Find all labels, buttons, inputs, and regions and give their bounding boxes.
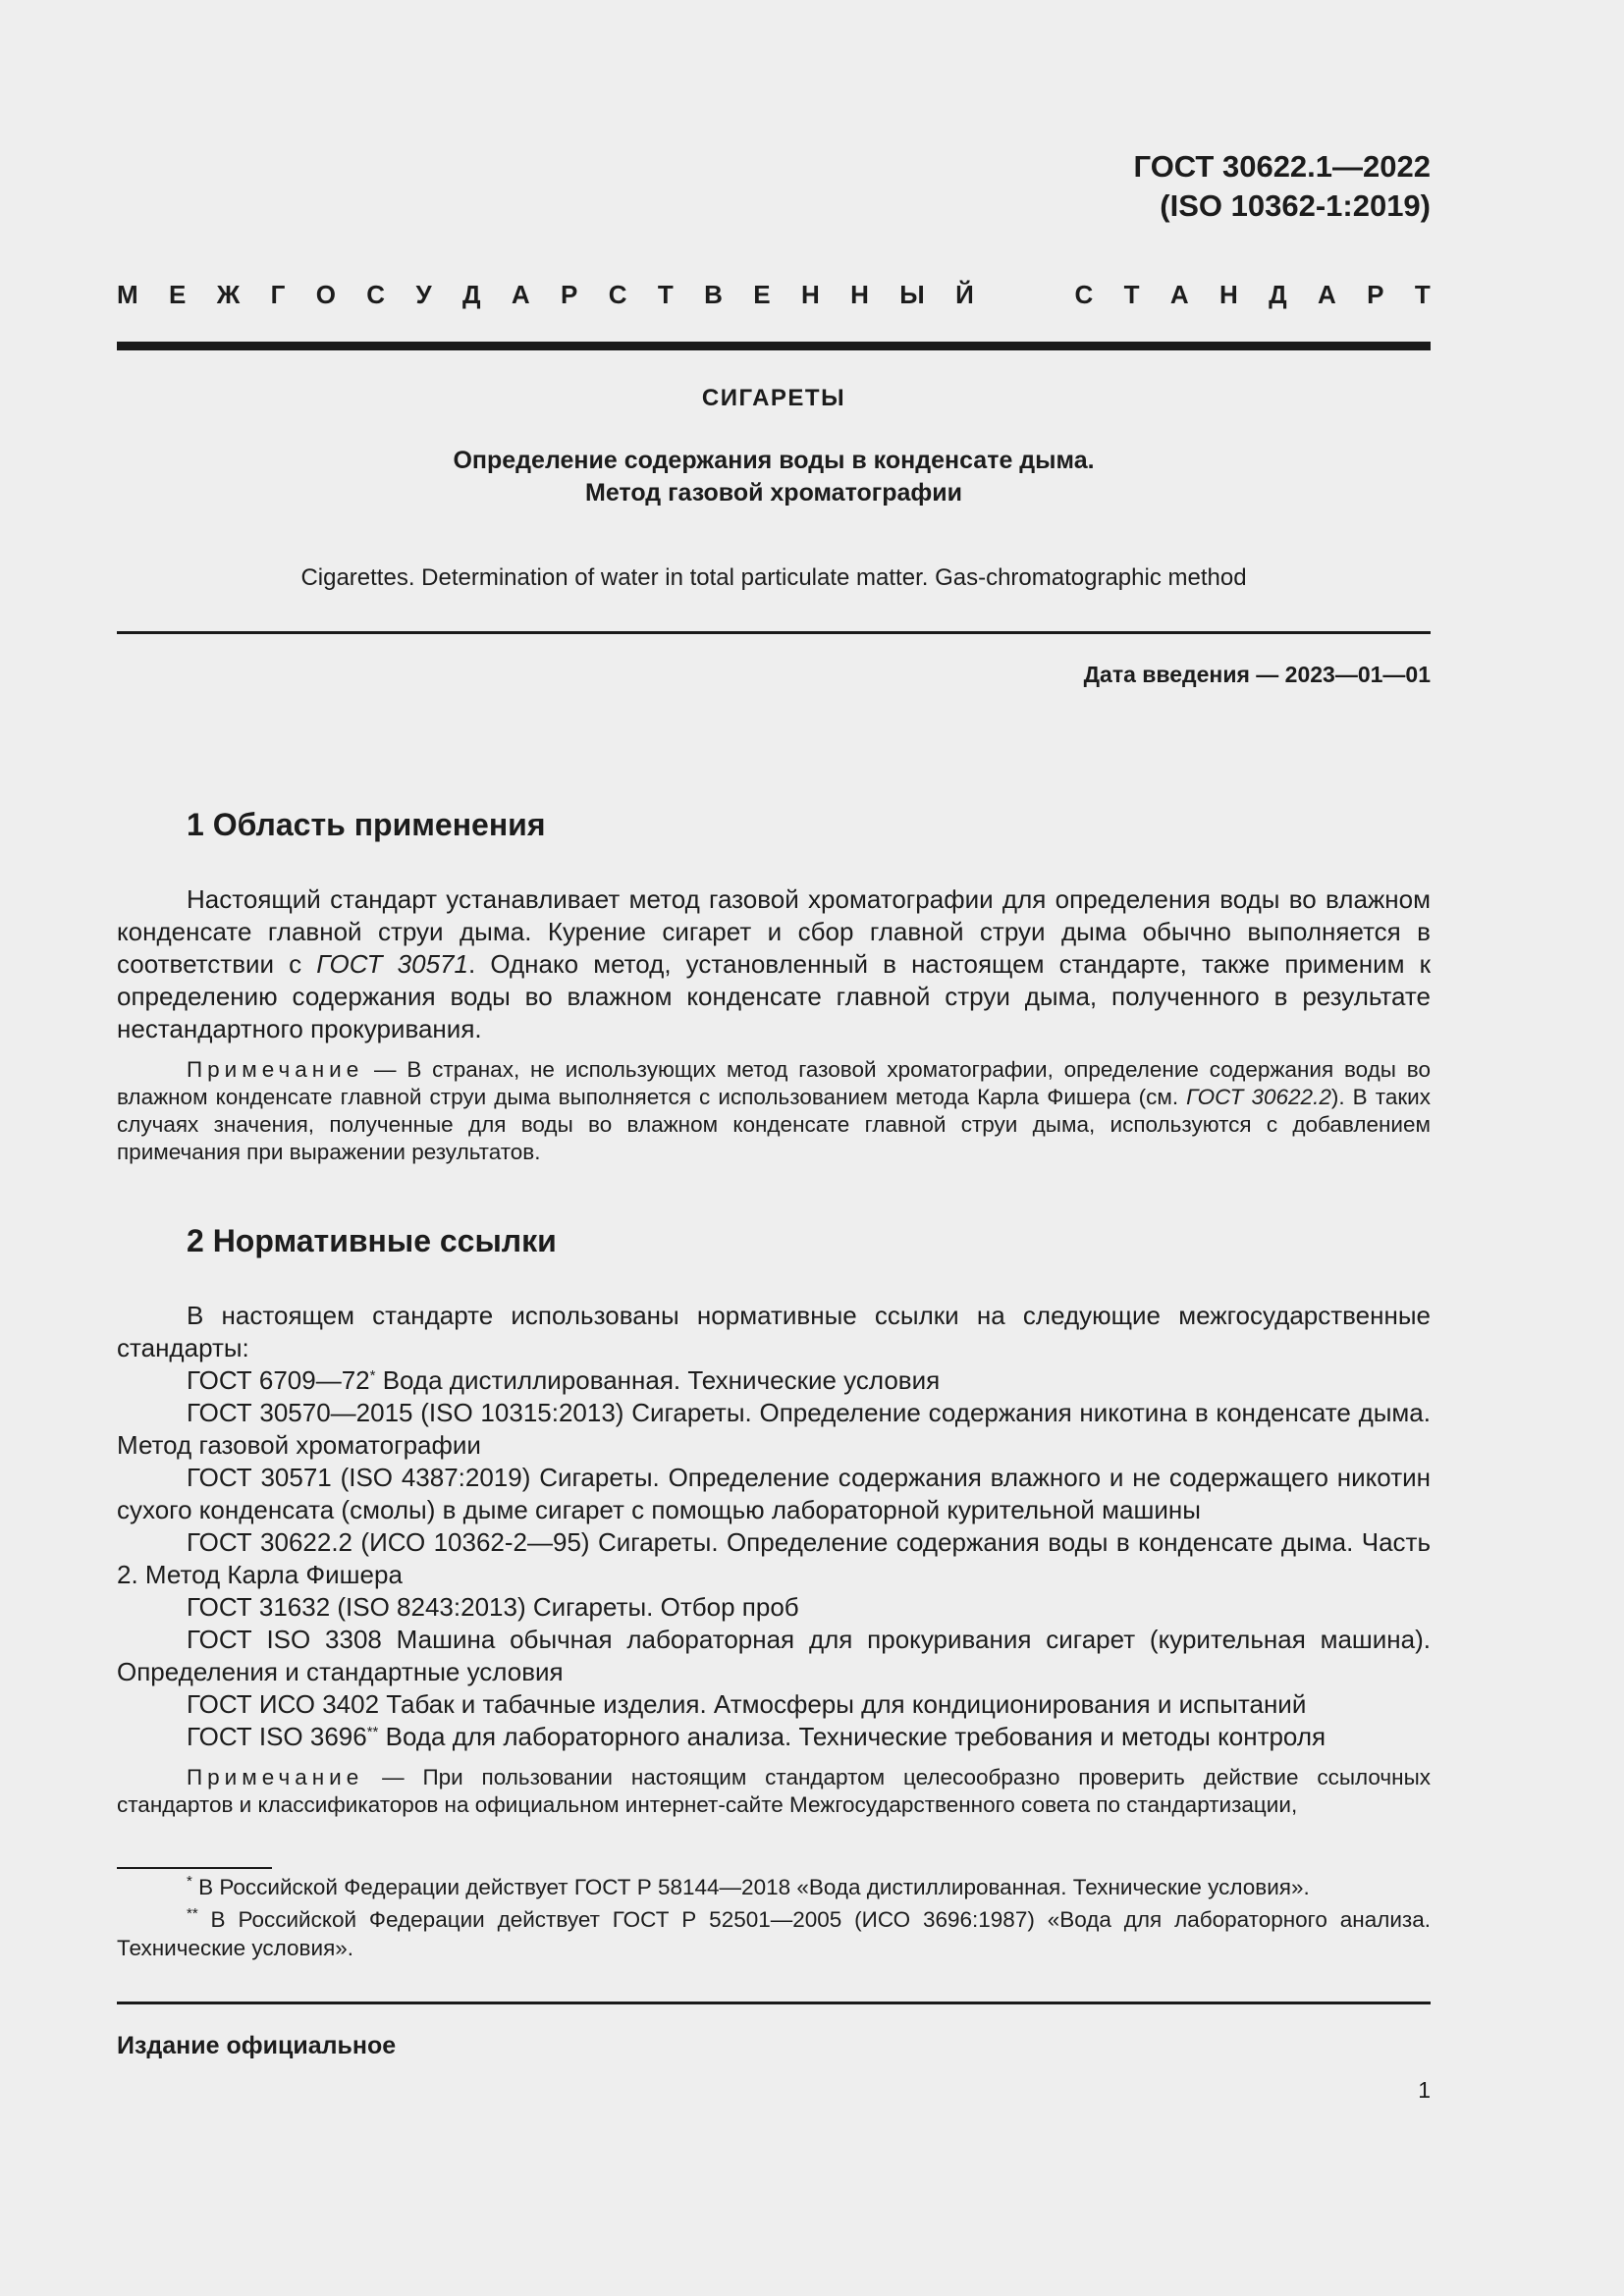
references-note: Примечание — При пользовании настоящим стандартом целесообразно проверить действие ссылочных стандартов и классификаторов на официальном интернет-сайте Межгосударственного совета по стандартизации, [117,1765,1431,1817]
footnote-separator [117,1867,272,1869]
reference-link: ГОСТ 30622.2 [1186,1085,1331,1109]
kind-letter: М [117,280,138,309]
kind-letter: У [415,280,432,309]
section-normative-references [117,1221,1431,1819]
kind-letter: Т [657,280,674,309]
kind-letter: Й [955,280,974,309]
note-label: Примечание [187,1765,364,1789]
document-title: СИГАРЕТЫ [701,385,846,411]
reference-item: ГОСТ ИСО 3402 Табак и табачные изделия. Атмосферы для кондиционирования и испытаний [187,1689,1307,1719]
kind-letter: О [315,280,336,309]
kind-letter: Д [1269,280,1287,309]
kind-letter: Ы [899,280,925,309]
kind-letter: Р [1367,280,1384,309]
official-edition-label: Издание официальное [117,2032,397,2059]
page-number: 1 [1418,2077,1431,2103]
section-scope [117,805,1431,1166]
document-subtitle [117,445,1431,509]
english-title: Cigarettes. Determination of water in total particulate matter. Gas-chromatographic method [300,564,1247,591]
reference-link: ГОСТ 30571 [316,949,468,979]
section-heading: 2 Нормативные ссылки [187,1223,557,1258]
footnotes [117,1873,1431,1962]
introduction-date: Дата введения — 2023—01—01 [1083,662,1431,687]
header-divider-thick [117,342,1431,350]
kind-letter: С [1074,280,1094,309]
kind-letter: Н [800,280,820,309]
footer-divider [117,2002,1431,2004]
subtitle-line: Определение содержания воды в конденсате дыма. [453,447,1095,474]
kind-letter: А [511,280,530,309]
subtitle-line: Метод газовой хроматографии [585,479,962,507]
kind-letter: Ж [216,280,241,309]
reference-item: ГОСТ ISO 3308 Машина обычная лабораторная для прокуривания сигарет (курительная машина). Определения и стандартные условия [117,1625,1431,1686]
reference-item: ГОСТ 30571 (ISO 4387:2019) Сигареты. Определение содержания влажного и не содержащего никотин сухого конденсата (смолы) в дыме сигарет с помощью лабораторной курительной машины [117,1463,1431,1524]
kind-letter: Н [1219,280,1238,309]
kind-letter: Г [270,280,286,309]
iso-reference: (ISO 10362-1:2019) [1160,188,1431,223]
document-number-block [1134,147,1431,226]
reference-item: ГОСТ 31632 (ISO 8243:2013) Сигареты. Отбор проб [187,1592,799,1622]
scope-paragraph: Настоящий стандарт устанавливает метод газовой хроматографии для определения воды во влажном конденсате главной струи дыма. Курение сигарет и сбор главной струи дыма обычно выполняется в соответствии с ГОСТ 30571. Однако метод, установленный в настоящем стандарте, также применим к определению содержания воды во влажном конденсате главной струи дыма, полученного в результате нестандартного прокуривания. [117,884,1432,1043]
kind-letter: В [704,280,723,309]
kind-letter: Р [561,280,578,309]
kind-letter: А [1318,280,1336,309]
footnote: * В Российской Федерации действует ГОСТ Р 58144—2018 «Вода дистиллированная. Технические условия». [187,1873,1310,1899]
kind-letter: Д [461,280,481,309]
kind-letter: Т [1123,280,1140,309]
reference-item: ГОСТ 30570—2015 (ISO 10315:2013) Сигареты. Определение содержания никотина в конденсате дыма. Метод газовой хроматографии [117,1398,1431,1460]
kind-letter: Н [850,280,869,309]
section-heading: 1 Область применения [187,807,546,842]
note-label: Примечание [187,1057,364,1082]
reference-item: ГОСТ 30622.2 (ИСО 10362-2—95) Сигареты. Определение содержания воды в конденсате дыма. Часть 2. Метод Карла Фишера [117,1527,1431,1589]
kind-letter: С [366,280,386,309]
footnote: ** В Российской Федерации действует ГОСТ Р 52501—2005 (ИСО 3696:1987) «Вода для лабораторного анализа. Технические условия». [117,1905,1431,1960]
kind-letter: С [608,280,627,309]
kind-letter: А [1169,280,1189,309]
scope-note: Примечание — В странах, не использующих метод газовой хроматографии, определение содержания воды во влажном конденсате главной струи дыма выполняется с использованием метода Карла Фишера (см. ГОСТ 30622.2). В таких случаях значения, полученные для воды во влажном конденсате главной струи дыма, используются с добавлением примечания при выражении результатов. [117,1057,1432,1164]
reference-item: ГОСТ ISO 3696** Вода для лабораторного анализа. Технические требования и методы контроля [187,1722,1326,1751]
kind-letter: Е [753,280,771,309]
reference-item: ГОСТ 6709—72* Вода дистиллированная. Технические условия [187,1365,941,1395]
standard-kind-heading [117,277,1431,312]
title-divider [117,631,1431,634]
document-number: ГОСТ 30622.1—2022 [1133,149,1431,184]
word-gap [1004,277,1044,312]
kind-letter: Т [1414,280,1431,309]
references-intro: В настоящем стандарте использованы нормативные ссылки на следующие межгосударственные стандарты: [117,1301,1431,1362]
kind-letter: Е [169,280,187,309]
